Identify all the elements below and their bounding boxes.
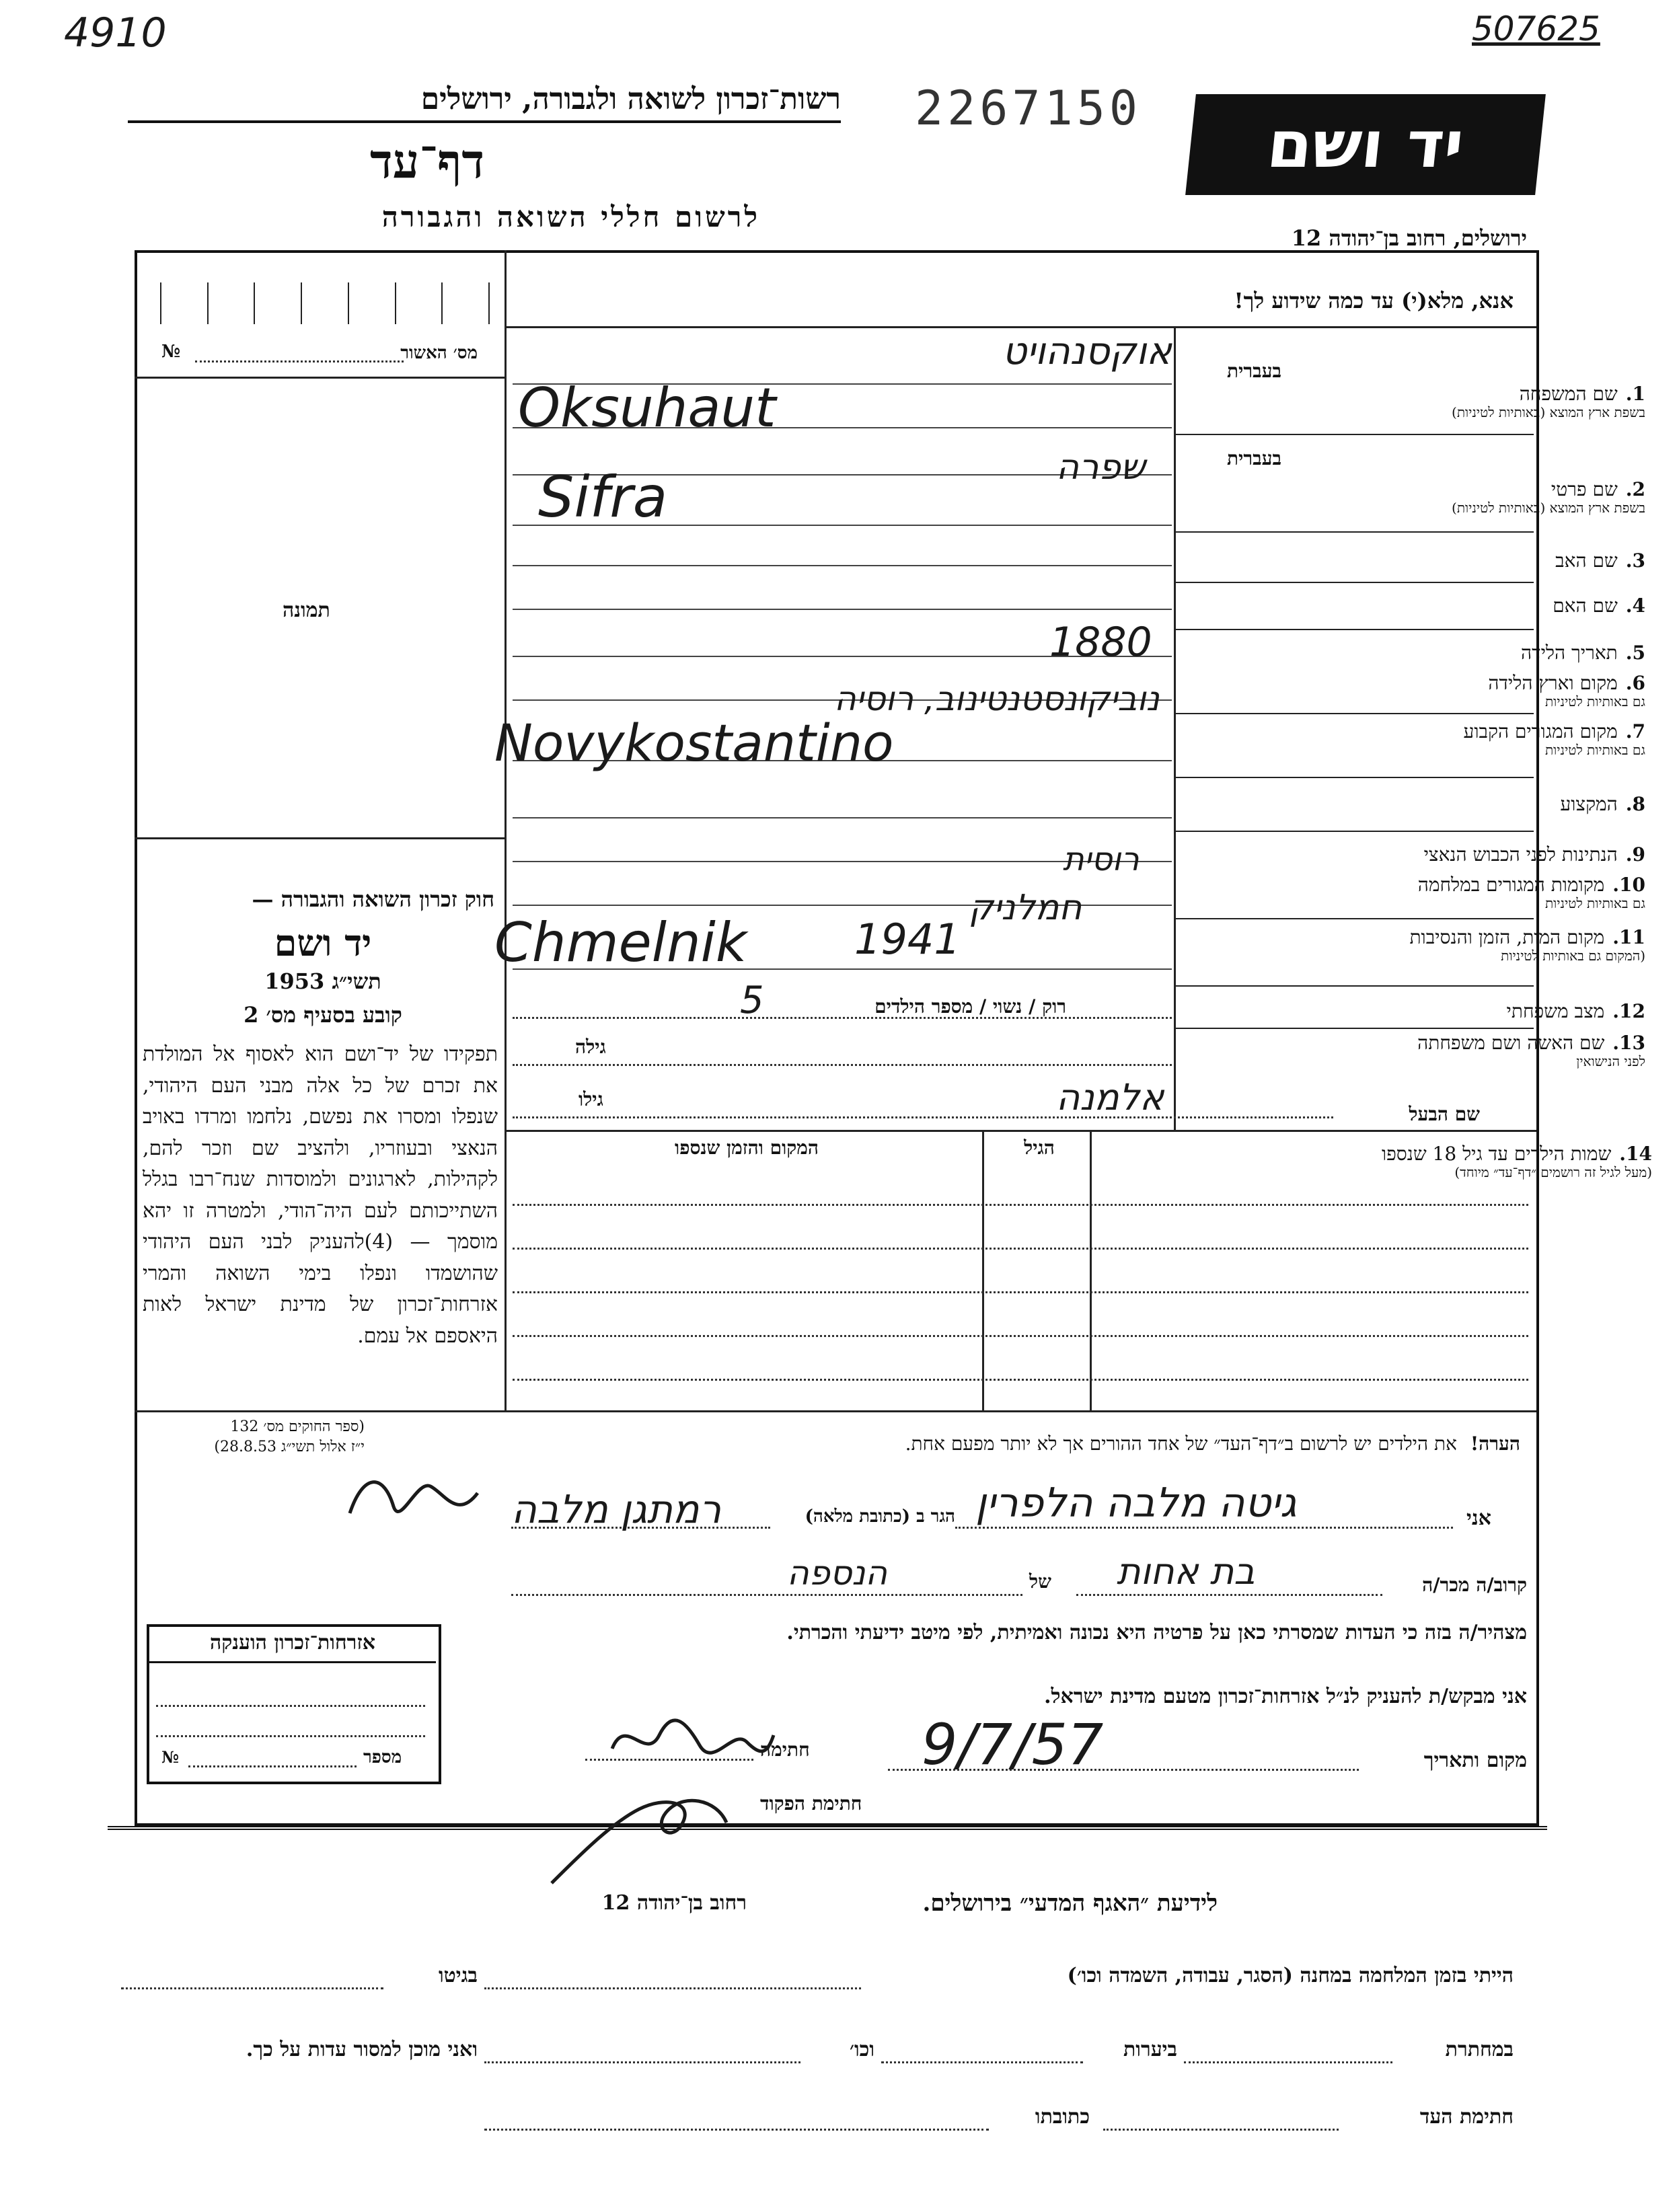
f8-label: המקצוע	[1560, 793, 1618, 815]
note-body: את הילדים יש לרשום ב״דף־העד״ של אחד ההורים אך לא יותר מפעם אחת.	[905, 1433, 1457, 1455]
decl-place-date: מקום ותאריך	[1423, 1749, 1527, 1772]
footer-forests: ביערות	[1123, 2038, 1177, 2061]
hw-inspector-mark	[538, 1782, 753, 1890]
footer-camp-line[interactable]	[484, 1987, 861, 1989]
decl-request: אני מבקש/ת להעניק לנ״ל אזרחות־זכרון מטעם מדינת ישראל.	[1044, 1685, 1527, 1708]
f12-num: 12.	[1612, 1000, 1645, 1022]
divider-f10	[1174, 918, 1534, 919]
f10-label: מקומות המגורים במלחמה	[1417, 874, 1605, 896]
field-birthdate-label	[1322, 642, 1645, 664]
f6-label: מקום וארץ הלידה	[1488, 672, 1618, 694]
divider-f6	[1174, 713, 1534, 714]
hw-death-lat: Chmelnik	[494, 911, 747, 974]
note-divider	[135, 1410, 1536, 1412]
footer-address: רחוב בן־יהודה 12	[601, 1891, 747, 1915]
law-year: תשי״ג 1953	[264, 968, 381, 994]
note-label: הערה!	[1470, 1433, 1520, 1455]
footer-camp: הייתי בזמן המלחמה במחנה (הסגר, עבודה, השמדה וכו׳)	[1067, 1964, 1514, 1987]
children-col-place: המקום והזמן שנספו	[675, 1137, 819, 1159]
field-citizenship-label	[1322, 844, 1645, 866]
ans-father[interactable]	[513, 565, 1172, 566]
left-column-border	[505, 250, 507, 1410]
f4-num: 4.	[1625, 595, 1645, 617]
footer-ghetto-line[interactable]	[121, 1987, 383, 1989]
field-children-label	[1235, 1143, 1652, 1180]
field-residence-label	[1322, 721, 1645, 758]
hw-deceased: הנספה	[787, 1554, 888, 1593]
form-subtitle: לרשום חללי השואה והגבורה	[381, 200, 760, 233]
marital-options: רוק / נשוי / מספר הילדים	[874, 995, 1066, 1018]
citizenship-number: מספר	[363, 1747, 402, 1767]
citizenship-no: №	[161, 1747, 180, 1767]
spouse-dotline[interactable]	[513, 1064, 1172, 1066]
field-surname-label	[1322, 383, 1645, 420]
decl-ani: אני	[1466, 1507, 1491, 1530]
f5-num: 5.	[1625, 642, 1645, 664]
law-name: יד ושם	[274, 921, 372, 964]
authority-name: רשות־זכרון לשואה ולגבורה, ירושלים	[128, 82, 841, 123]
ans-profession[interactable]	[513, 817, 1172, 818]
law-title: חוק זכרון השואה והגבורה —	[252, 886, 494, 912]
field-wartime-residence-label	[1322, 874, 1645, 911]
hw-witness-address: רמתגן מלבה	[511, 1486, 722, 1532]
hw-witness-name: גיטה מלבה הלפרין	[975, 1480, 1297, 1527]
footer-underground-line[interactable]	[1184, 2061, 1392, 2063]
law-ref-1: (ספר החוקים מס׳ 132	[230, 1418, 365, 1435]
field-spouse-label	[1322, 1032, 1645, 1069]
footer-top-double	[108, 1826, 1547, 1830]
footer-forests-line[interactable]	[881, 2061, 1083, 2063]
hw-widow: אלמנה	[1056, 1076, 1164, 1118]
f13-sub: לפני הנישואין	[1576, 1053, 1645, 1070]
spouse-age-b: גילו	[579, 1088, 603, 1110]
hw-surname-lat: Oksuhaut	[518, 377, 776, 439]
f9-label: הנתינות לפני הכבוש הנאצי	[1423, 843, 1618, 866]
f13-num: 13.	[1612, 1032, 1645, 1054]
children-row-4[interactable]	[513, 1335, 1528, 1337]
field-firstname-label	[1322, 479, 1645, 516]
label-column-border	[1174, 326, 1176, 1130]
photo-divider	[135, 837, 506, 839]
children-row-2[interactable]	[513, 1248, 1528, 1250]
marital-dotline[interactable]	[513, 1017, 1172, 1019]
f10-sub: גם באותיות לטיניות	[1544, 895, 1645, 912]
photo-label: תמונה	[283, 599, 330, 622]
f1-heb-tag: בעברית	[1226, 360, 1281, 382]
hw-relation: בת אחות	[1117, 1550, 1255, 1593]
decl-relative: קרוב/ה מכר/ה	[1422, 1574, 1527, 1596]
hw-firstname-lat: Sifra	[538, 464, 668, 530]
hw-surname-heb: אוקסנהויט	[1002, 330, 1172, 373]
divider-f12	[1174, 1028, 1534, 1029]
hw-children-count: 5	[740, 979, 764, 1022]
hw-margin-mark	[336, 1459, 498, 1540]
hw-death-year: 1941	[854, 915, 961, 964]
instruction: אנא, מלא(י) עד כמה שידוע לך!	[1234, 288, 1514, 313]
f2-heb-tag: בעברית	[1226, 447, 1281, 469]
form-title: דף־עד	[370, 133, 485, 189]
corner-note-left: 4910	[64, 9, 167, 56]
f6-num: 6.	[1625, 672, 1645, 694]
f4-label: שם האם	[1553, 595, 1618, 617]
f7-num: 7.	[1625, 720, 1645, 742]
divider-f2	[1174, 531, 1534, 533]
decl-of: של	[1029, 1570, 1051, 1593]
approval-digit-boxes	[160, 282, 490, 324]
f7-sub: גם באותיות לטיניות	[1544, 742, 1645, 759]
stamp-number: 2267150	[915, 81, 1142, 136]
footer-address-line[interactable]	[484, 2129, 989, 2131]
hw-signature-mark	[605, 1708, 780, 1769]
hw-citizenship: רוסית	[1063, 841, 1140, 878]
f11-num: 11.	[1612, 926, 1645, 948]
citizenship-line-2[interactable]	[156, 1735, 425, 1737]
decl-relation-line[interactable]	[1076, 1594, 1382, 1596]
footer-willing: ואני מוכן למסור עדות על כך.	[246, 2038, 478, 2061]
ans-mother[interactable]	[513, 609, 1172, 610]
footer-title: לידיעת ״האגף המדעי״ בירושלים.	[922, 1890, 1218, 1917]
decl-of-line[interactable]	[511, 1594, 1022, 1596]
f14-label: שמות הילדים עד גיל 18 שנספו	[1381, 1143, 1612, 1165]
f8-num: 8.	[1625, 793, 1645, 815]
yad-vashem-logo	[1185, 94, 1546, 195]
note-text	[471, 1433, 1520, 1455]
footer-underground: במחתרת	[1445, 2038, 1514, 2061]
f2-label: שם פרטי	[1551, 478, 1618, 500]
approval-label: מס׳ האשור	[400, 343, 478, 363]
decl-name-line[interactable]	[955, 1527, 1453, 1529]
children-table-top	[505, 1130, 1536, 1132]
footer-etc-line[interactable]	[484, 2061, 800, 2063]
org-address: ירושלים, רחוב בן־יהודה 12	[1291, 225, 1527, 251]
f13-label: שם האשה ושם משפחתה	[1417, 1032, 1605, 1054]
law-text: תפקידו של יד־ושם הוא לאסוף אל המולדת את זכרם של כל אלה מבני העם היהודי, שנפלו ומסרו את נפשם, נלחמו ומרדו באויב הנאצי ובעוזריו, ולהציב שם וזכר להם, לקהילות, לארגונים ולמוסדות שנח־רבו בגלל השתייכותם לעם היה־הודי, ולמטרה זו יהא מוסמך — (4)להעניק לבני העם היהודי שהושמדו ונפלו בימי השואה והמרי אזרחות־זכרון של מדינת ישראל לאות היאספם אל עמם.	[143, 1042, 498, 1348]
hw-birthplace-lat: Novykostantino	[494, 713, 894, 773]
f11-label: מקום המות, הזמן והנסיבות	[1409, 926, 1605, 948]
divider-f1	[1174, 434, 1534, 435]
footer-ghetto: בגיטו	[438, 1964, 478, 1987]
f1-num: 1.	[1625, 383, 1645, 405]
hw-death-heb: חמלניק	[969, 888, 1082, 928]
f14-num: 14.	[1619, 1143, 1652, 1165]
citizenship-number-line[interactable]	[188, 1765, 357, 1767]
photo-area[interactable]	[137, 378, 505, 835]
footer-etc: וכו׳	[850, 2038, 874, 2061]
instruction-divider	[505, 326, 1536, 328]
citizenship-title: אזרחות־זכרון הוענקה	[149, 1631, 436, 1663]
footer-address-label: כתובתו	[1035, 2105, 1090, 2129]
field-birthplace-label	[1322, 673, 1645, 710]
field-father-label	[1322, 550, 1645, 572]
f6-sub: גם באותיות לטיניות	[1544, 693, 1645, 710]
children-row-5[interactable]	[513, 1379, 1528, 1381]
f13-husband: שם הבעל	[1409, 1103, 1480, 1125]
divider-f11	[1174, 985, 1534, 987]
footer-witness-sig-line[interactable]	[1103, 2129, 1339, 2131]
approval-number-field[interactable]	[195, 360, 404, 363]
corner-note-right: 507625	[1472, 9, 1600, 48]
f14-sub: (מעל לגיל זה רושמים ״דף־עד״ מיוחד)	[1454, 1164, 1652, 1181]
f11-sub: (המקום גם באותיות לטיניות	[1501, 948, 1645, 964]
f3-label: שם האב	[1555, 549, 1618, 572]
divider-f4	[1174, 629, 1534, 630]
children-col-age: הגיל	[1024, 1137, 1055, 1159]
decl-resides: הגר ב (כתובת מלאה)	[805, 1507, 955, 1527]
field-profession-label	[1322, 794, 1645, 815]
f10-num: 10.	[1612, 874, 1645, 896]
footer-witness-sig: חתימת העד	[1419, 2105, 1514, 2129]
decl-signature: חתימה	[760, 1739, 810, 1761]
field-marital-label	[1322, 1001, 1645, 1022]
spouse-age-a: גילה	[575, 1036, 606, 1058]
f3-num: 3.	[1625, 549, 1645, 572]
children-col-1	[982, 1130, 984, 1412]
hw-birthplace-heb: נוביקונסטנטינוב, רוסיה	[834, 679, 1160, 718]
divider-f8	[1174, 831, 1534, 832]
field-death-label	[1322, 927, 1645, 964]
hw-date: 9/7/57	[922, 1712, 1104, 1778]
field-mother-label	[1322, 595, 1645, 617]
f5-label: תאריך הלידה	[1521, 642, 1618, 664]
children-col-2	[1090, 1130, 1092, 1412]
logo-text: יד ושם	[1263, 107, 1468, 182]
approval-no-symbol: №	[161, 342, 181, 362]
children-row-3[interactable]	[513, 1291, 1528, 1293]
f2-sub: בשפת ארץ המוצא (באותיות לטיניות)	[1452, 500, 1645, 517]
f1-label: שם המשפחה	[1519, 383, 1618, 405]
hw-firstname-heb: שפרה	[1056, 447, 1146, 488]
f1-sub: בשפת ארץ המוצא (באותיות לטיניות)	[1452, 404, 1645, 421]
children-row-1[interactable]	[513, 1204, 1528, 1206]
f12-label: מצב משפחתי	[1506, 1000, 1605, 1022]
hw-birth-year: 1880	[1049, 619, 1152, 666]
husband-dotline[interactable]	[513, 1116, 1333, 1118]
decl-statement: מצהיר/ה בזה כי העדות שמסרתי כאן על פרטיה היא נכונה ואמיתית, לפי מיטב ידיעתי והכרתי.	[786, 1621, 1527, 1644]
decl-inspector: חתימת הפקוד	[760, 1792, 862, 1815]
f7-label: מקום המגורים הקבוע	[1463, 720, 1618, 742]
f9-num: 9.	[1625, 843, 1645, 866]
divider-f7	[1174, 777, 1534, 778]
law-section: קובע בסעיף מס׳ 2	[244, 1002, 402, 1028]
law-ref-2: י״ז אלול תשי״ג 28.8.53)	[214, 1439, 365, 1455]
divider-f3	[1174, 582, 1534, 583]
citizenship-line-1[interactable]	[156, 1705, 425, 1707]
f2-num: 2.	[1625, 478, 1645, 500]
